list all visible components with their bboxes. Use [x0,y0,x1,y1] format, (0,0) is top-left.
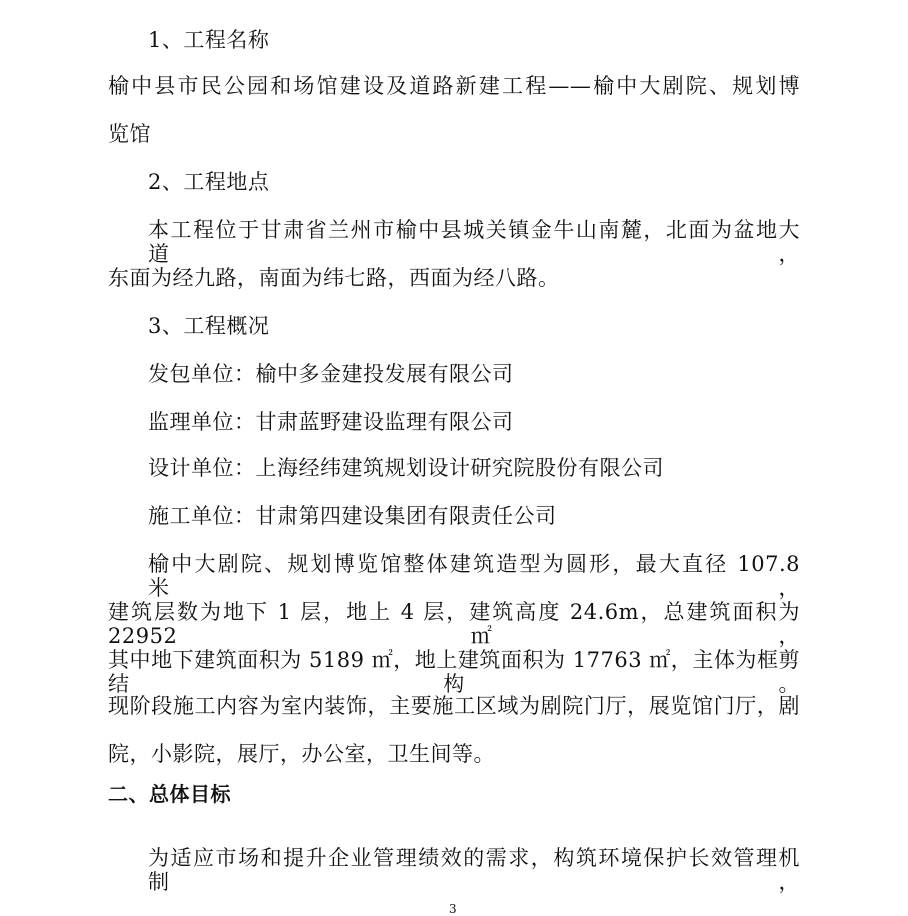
section-heading-project-location: 2、工程地点 [148,170,270,194]
contractor-owner-line: 发包单位：榆中多金建投发展有限公司 [148,362,514,386]
project-name-line-2: 览馆 [108,122,151,146]
supervision-unit-line: 监理单位：甘肃蓝野建设监理有限公司 [148,410,514,434]
overview-paragraph-line-4: 现阶段施工内容为室内装饰，主要施工区域为剧院门厅，展览馆门厅，剧 [108,694,800,718]
project-name-line-1: 榆中县市民公园和场馆建设及道路新建工程——榆中大剧院、规划博 [108,74,800,98]
overview-paragraph-line-5: 院，小影院，展厅，办公室，卫生间等。 [108,742,495,766]
location-line-2: 东面为经九路，南面为纬七路，西面为经八路。 [108,266,560,290]
section-heading-project-overview: 3、工程概况 [148,314,270,338]
overview-paragraph-line-1: 榆中大剧院、规划博览馆整体建筑造型为圆形，最大直径 107.8 米， [148,552,800,600]
construction-unit-line: 施工单位：甘肃第四建设集团有限责任公司 [148,504,557,528]
section-heading-project-name: 1、工程名称 [148,28,270,52]
goal-paragraph-line-1: 为适应市场和提升企业管理绩效的需求，构筑环境保护长效管理机制， [148,846,800,894]
overview-paragraph-line-3: 其中地下建筑面积为 5189 ㎡，地上建筑面积为 17763 ㎡，主体为框剪结构。 [108,648,800,696]
overview-paragraph-line-2: 建筑层数为地下 1 层，地上 4 层，建筑高度 24.6m，总建筑面积为 22952 ㎡， [108,600,800,648]
location-line-1: 本工程位于甘肃省兰州市榆中县城关镇金牛山南麓，北面为盆地大道， [148,218,800,266]
page-number: 3 [449,902,457,916]
section-heading-overall-goal: 二、总体目标 [108,782,231,806]
design-unit-line: 设计单位：上海经纬建筑规划设计研究院股份有限公司 [148,456,664,480]
